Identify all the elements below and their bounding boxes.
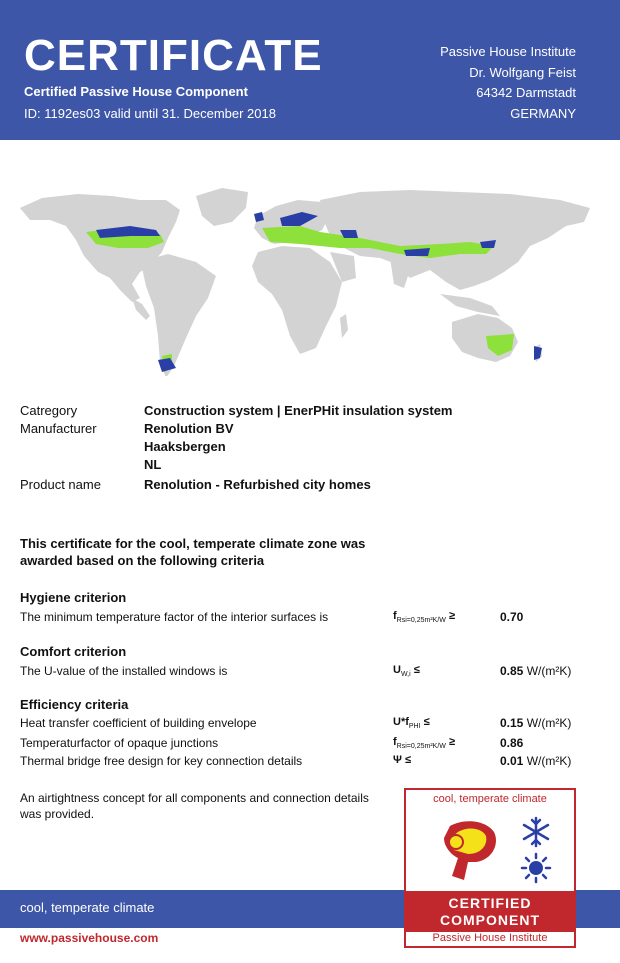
website-link[interactable]: www.passivehouse.com	[20, 931, 159, 945]
efficiency-row-value: 0.86	[500, 736, 524, 750]
efficiency-row-symbol: $U*f_{PHI}$ ≤	[393, 716, 430, 731]
efficiency-row-value: 0.01 W/(m²K)	[500, 754, 572, 768]
hygiene-symbol: $f_{Rsi=0,25m^2K/W}$ ≥	[393, 610, 455, 625]
certified-component-badge	[404, 788, 576, 948]
issuer-line: GERMANY	[510, 105, 576, 121]
badge-climate-label: cool, temperate climate	[433, 793, 547, 805]
certificate-title: CERTIFICATE	[24, 31, 323, 80]
product-name-value: Renolution - Refurbished city homes	[144, 477, 371, 492]
criteria-intro-line: awarded based on the following criteria	[20, 553, 265, 568]
passive-house-logo	[444, 821, 496, 880]
badge-institute-label: Passive House Institute	[432, 932, 548, 944]
efficiency-heading: Efficiency criteria	[20, 697, 129, 712]
criteria-intro	[20, 535, 365, 569]
footer-climate-label: cool, temperate climate	[20, 900, 155, 915]
badge-logo-group	[424, 814, 564, 886]
manufacturer-label: Manufacturer	[20, 421, 97, 436]
category-value: Construction system | EnerPHit insulation system	[144, 403, 453, 418]
badge-certified-banner	[406, 891, 574, 932]
certificate-subtitle: Certified Passive House Component	[24, 84, 248, 99]
issuer-address	[440, 42, 576, 124]
manufacturer-name: Renolution BV	[144, 421, 234, 436]
issuer-line: 64342 Darmstadt	[476, 85, 576, 100]
certificate-id: ID: 1192es03 valid until 31. December 2018	[24, 106, 276, 121]
badge-component-line: COMPONENT	[440, 912, 540, 928]
airtightness-note: An airtightness concept for all components and connection details was provided.	[20, 791, 369, 821]
hygiene-heading: Hygiene criterion	[20, 590, 127, 605]
efficiency-row-text: Heat transfer coefficient of building envelope	[20, 716, 257, 730]
badge-certified-line: CERTIFIED	[448, 895, 532, 911]
comfort-text: The U-value of the installed windows is	[20, 664, 228, 678]
comfort-heading: Comfort criterion	[20, 644, 127, 659]
manufacturer-country: NL	[144, 457, 162, 472]
issuer-line: Passive House Institute	[440, 44, 576, 59]
manufacturer-city: Haaksbergen	[144, 439, 226, 454]
efficiency-row-symbol: Ψ ≤	[393, 754, 412, 766]
hygiene-text: The minimum temperature factor of the interior surfaces is	[20, 610, 329, 624]
comfort-symbol: $U_{W,i}$ ≤	[393, 664, 420, 679]
product-name-label: Product name	[20, 477, 101, 492]
climate-zone-world-map	[0, 186, 620, 376]
snowflake-icon	[524, 818, 548, 846]
criteria-intro-line: This certificate for the cool, temperate climate zone was	[20, 536, 366, 551]
sun-icon	[522, 854, 550, 882]
category-label: Catregory	[20, 403, 78, 418]
comfort-value: 0.85 W/(m²K)	[500, 664, 572, 678]
efficiency-row-value: 0.15 W/(m²K)	[500, 716, 572, 730]
issuer-line: Dr. Wolfgang Feist	[469, 64, 576, 80]
header-band	[0, 0, 620, 140]
efficiency-row-symbol: $f_{Rsi=0,25m^2K/W}$ ≥	[393, 736, 455, 751]
hygiene-value: 0.70	[500, 610, 524, 624]
efficiency-row-text: Thermal bridge free design for key connection details	[20, 754, 303, 768]
efficiency-row-text: Temperaturfactor of opaque junctions	[20, 736, 219, 750]
